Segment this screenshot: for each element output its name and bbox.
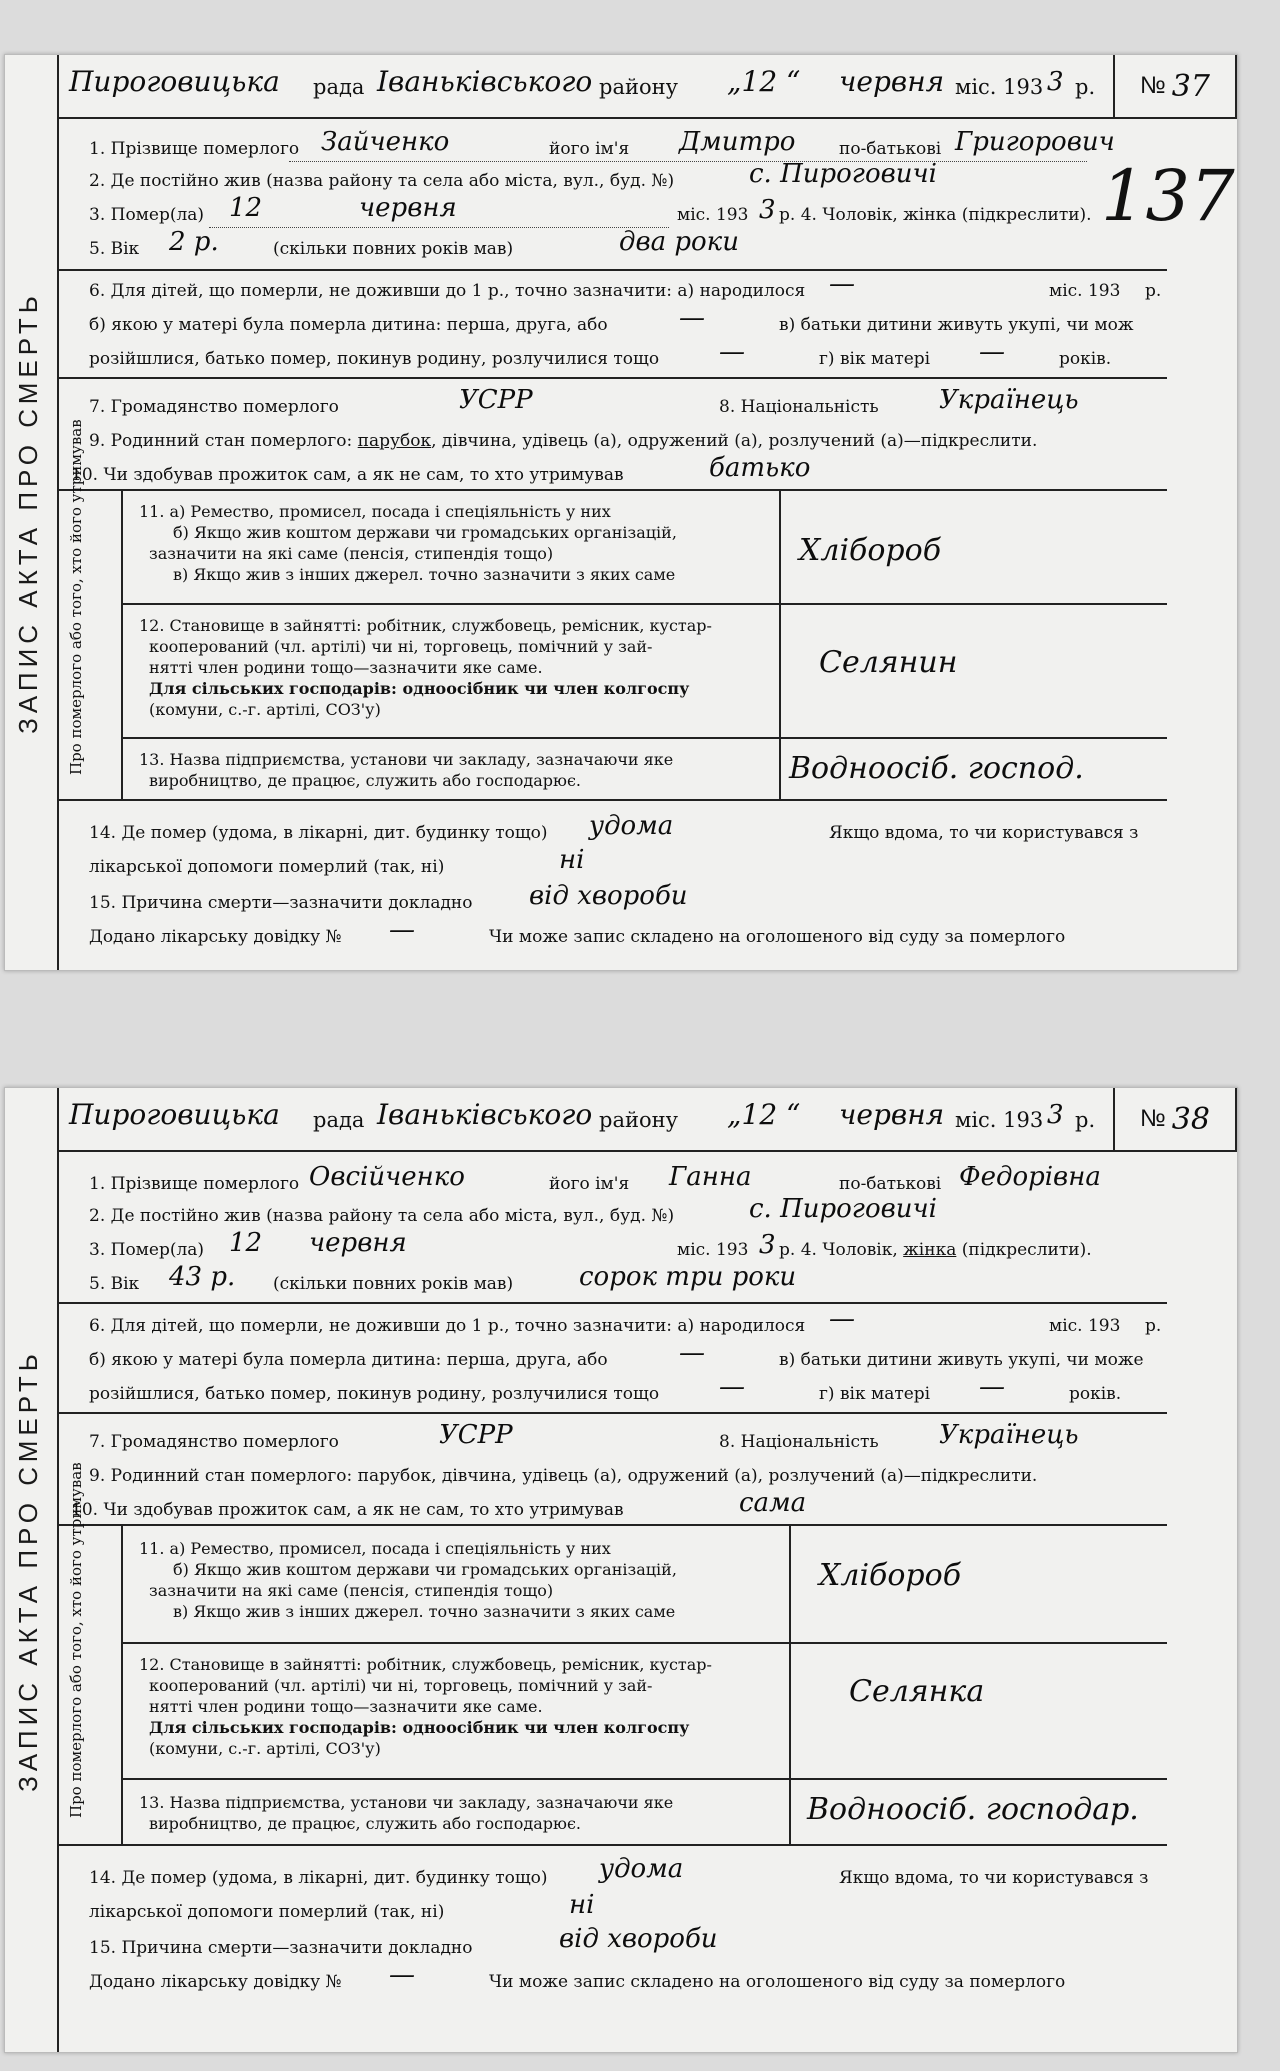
l16b-label: Чи може запис складено на оголошеного від суду за померлого bbox=[489, 1972, 1066, 1992]
record-number-box bbox=[1113, 1088, 1237, 1152]
l13-block bbox=[139, 749, 673, 791]
l3-sex-prefix: р. 4. Чоловік, bbox=[779, 1240, 898, 1260]
l12c: нятті член родини тощо—зазначити яке саме. bbox=[149, 1697, 543, 1716]
l6-parents-label: в) батьки дитини живуть укупі, чи може bbox=[779, 1350, 1144, 1370]
l3-sex-underlined: жінка bbox=[903, 1240, 957, 1260]
l16b-label: Чи може запис складено на оголошеного від суду за померлого bbox=[489, 927, 1066, 947]
age-hw: 43 р. bbox=[169, 1262, 236, 1292]
mis-label: міс. 193 bbox=[955, 1108, 1044, 1132]
l2-label: 2. Де постійно жив (назва району та села або міста, вул., буд. №) bbox=[89, 1206, 675, 1226]
l1-name-label: його ім'я bbox=[549, 1174, 630, 1194]
l7-label: 7. Громадянство померлого bbox=[89, 1432, 339, 1452]
year-hw: 3 bbox=[1047, 1100, 1064, 1130]
order-hw: — bbox=[679, 303, 705, 333]
l11b: б) Якщо жив коштом держави чи громадських організацій, bbox=[173, 1560, 677, 1579]
l12b: кооперований (чл. артілі) чи ні, торговець, помічний у зай- bbox=[149, 1676, 653, 1695]
form-body bbox=[57, 1088, 1210, 2052]
l12a: 12. Становище в зайнятті: робітник, службовець, ремісник, кустар- bbox=[139, 616, 712, 635]
l6-order-label: б) якою у матері була померла дитина: перша, друга, або bbox=[89, 315, 608, 335]
day-hw: „12 “ bbox=[727, 1098, 801, 1131]
death-record-sheet-1 bbox=[4, 54, 1238, 971]
l3-sex: р. 4. Чоловік, жінка (підкреслити). bbox=[779, 205, 1092, 225]
l5-label: 5. Вік bbox=[89, 1274, 140, 1294]
mother-age-hw: — bbox=[979, 1372, 1005, 1402]
born-hw: — bbox=[829, 269, 855, 299]
enterprise-hw: Водноосіб. господар. bbox=[807, 1792, 1139, 1827]
side-box-label: Про померлого або того, хто його утримував bbox=[67, 1462, 85, 1818]
l6-order-label: б) якою у матері була померла дитина: перша, друга, або bbox=[89, 1350, 608, 1370]
header-row bbox=[59, 1088, 1210, 1152]
l7-label: 7. Громадянство померлого bbox=[89, 397, 339, 417]
l3-label: 3. Помер(ла) bbox=[89, 1240, 205, 1260]
residence-hw: с. Пироговичі bbox=[749, 1194, 937, 1224]
l9-underlined: парубок bbox=[357, 431, 432, 451]
l13b: виробництво, де працює, служить або господарює. bbox=[149, 1814, 582, 1833]
l6-mother-age-label: г) вік матері bbox=[819, 349, 931, 369]
l16-label: Додано лікарську довідку № bbox=[89, 927, 342, 947]
l6-years: років. bbox=[1059, 349, 1112, 369]
residence-hw: с. Пироговичі bbox=[749, 159, 937, 189]
l11-block bbox=[139, 1538, 677, 1622]
l14c-label: лікарської допомоги померлий (так, ні) bbox=[89, 857, 445, 877]
medical-help-hw: ні bbox=[559, 845, 585, 875]
certificate-hw: — bbox=[389, 1960, 415, 1990]
name-hw: Дмитро bbox=[679, 127, 796, 157]
age-hw: 2 р. bbox=[169, 227, 219, 257]
l6-label: 6. Для дітей, що померли, не доживши до 1 р., точно зазначити: а) народилося bbox=[89, 1316, 806, 1336]
occupation-hw: Хлібороб bbox=[799, 533, 942, 568]
death-record-sheet-2 bbox=[4, 1087, 1238, 2053]
age-words-hw: сорок три роки bbox=[579, 1262, 797, 1292]
born-hw: — bbox=[829, 1304, 855, 1334]
l14-home-label: Якщо вдома, то чи користувався з bbox=[839, 1868, 1149, 1888]
l13-block bbox=[139, 1792, 673, 1834]
l5-sub: (скільки повних років мав) bbox=[273, 1274, 514, 1294]
name-hw: Ганна bbox=[669, 1162, 752, 1192]
l12d: Для сільських господарів: одноосібник чи член колгоспу bbox=[149, 679, 690, 698]
parents-hw: — bbox=[719, 1372, 745, 1402]
certificate-hw: — bbox=[389, 915, 415, 945]
side-title bbox=[5, 1088, 51, 2052]
supported-by-hw: батько bbox=[709, 453, 811, 483]
l8-label: 8. Національність bbox=[719, 1432, 879, 1452]
died-day-hw: 12 bbox=[229, 1228, 263, 1258]
l6-divorce-label: розійшлися, батько помер, покинув родину, розлучилися тощо bbox=[89, 349, 660, 369]
council-hw: Пироговицька bbox=[69, 1098, 280, 1131]
l12-block bbox=[139, 615, 712, 720]
l1-label: 1. Прізвище померлого bbox=[89, 1174, 300, 1194]
l11a: 11. а) Ремество, промисел, посада і спеціяльність у них bbox=[139, 502, 611, 521]
l11a: 11. а) Ремество, промисел, посада і спеціяльність у них bbox=[139, 1539, 611, 1558]
died-month-hw: червня bbox=[359, 193, 457, 223]
died-year-hw: 3 bbox=[759, 195, 776, 225]
r-label: р. bbox=[1075, 1108, 1096, 1132]
margin-note: 137 bbox=[1101, 155, 1235, 237]
l9-prefix: 9. Родинний стан померлого: bbox=[89, 431, 353, 451]
l11c: зазначити на які саме (пенсія, стипендія тощо) bbox=[149, 544, 554, 563]
died-day-hw: 12 bbox=[229, 193, 263, 223]
l10-label: 10. Чи здобував прожиток сам, а як не сам, то хто утримував bbox=[71, 1500, 624, 1520]
l6-r: р. bbox=[1145, 281, 1162, 301]
l1-label: 1. Прізвище померлого bbox=[89, 139, 300, 159]
l12-block bbox=[139, 1654, 712, 1759]
record-number-box bbox=[1113, 55, 1237, 119]
citizenship-hw: УСРР bbox=[439, 1420, 513, 1450]
day-hw: „12 “ bbox=[727, 65, 801, 98]
l6-mis: міс. 193 bbox=[1049, 281, 1121, 301]
nationality-hw: Українець bbox=[939, 1420, 1079, 1450]
l13a: 13. Назва підприємства, установи чи закладу, зазначаючи яке bbox=[139, 1793, 674, 1812]
l13b: виробництво, де працює, служить або господарює. bbox=[149, 771, 582, 790]
l14c-label: лікарської допомоги померлий (так, ні) bbox=[89, 1902, 445, 1922]
l6-divorce-label: розійшлися, батько помер, покинув родину, розлучилися тощо bbox=[89, 1384, 660, 1404]
number-label: № bbox=[1140, 72, 1166, 99]
month-hw: червня bbox=[839, 1098, 945, 1131]
l6-years: років. bbox=[1069, 1384, 1122, 1404]
form-body bbox=[57, 55, 1235, 970]
died-year-hw: 3 bbox=[759, 1230, 776, 1260]
l3-sex bbox=[779, 1240, 1092, 1260]
surname-hw: Зайченко bbox=[321, 127, 450, 157]
l9-label: 9. Родинний стан померлого: парубок, дівчина, удівець (а), одружений (а), розлучений (а)—підкреслити. bbox=[89, 1466, 1038, 1486]
side-title bbox=[5, 55, 51, 970]
rada-label: рада bbox=[313, 1108, 365, 1132]
order-hw: — bbox=[679, 1338, 705, 1368]
rada-label: рада bbox=[313, 75, 365, 99]
patronymic-hw: Григорович bbox=[955, 127, 1115, 157]
l16-label: Додано лікарську довідку № bbox=[89, 1972, 342, 1992]
mother-age-hw: — bbox=[979, 337, 1005, 367]
l14-label: 14. Де помер (удома, в лікарні, дит. будинку тощо) bbox=[89, 1868, 548, 1888]
l15-label: 15. Причина смерти—зазначити докладно bbox=[89, 1938, 473, 1958]
medical-help-hw: ні bbox=[569, 1890, 595, 1920]
status-hw: Селянин bbox=[819, 645, 958, 680]
l11d: в) Якщо жив з інших джерел. точно зазначити з яких саме bbox=[173, 565, 676, 584]
age-words-hw: два роки bbox=[619, 227, 739, 257]
l6-label: 6. Для дітей, що померли, не доживши до 1 р., точно зазначити: а) народилося bbox=[89, 281, 806, 301]
side-box-label: Про померлого або того, хто його утримував bbox=[67, 419, 85, 775]
patronymic-hw: Федорівна bbox=[959, 1162, 1101, 1192]
l8-label: 8. Національність bbox=[719, 397, 879, 417]
l1-name-label: його ім'я bbox=[549, 139, 630, 159]
surname-hw: Овсійченко bbox=[309, 1162, 465, 1192]
cause-hw: від хвороби bbox=[529, 881, 688, 911]
l9-label bbox=[89, 431, 1037, 451]
l6-r: р. bbox=[1145, 1316, 1162, 1336]
mis-label: міс. 193 bbox=[955, 75, 1044, 99]
side-title-text: ЗАПИС АКТА ПРО СМЕРТЬ bbox=[12, 291, 43, 734]
l3-sex-suffix: (підкреслити). bbox=[961, 1240, 1092, 1260]
l1-patronymic-label: по-батькові bbox=[839, 1174, 942, 1194]
raion-label: району bbox=[599, 75, 678, 99]
l12b: кооперований (чл. артілі) чи ні, торговець, помічний у зай- bbox=[149, 637, 653, 656]
status-hw: Селянка bbox=[849, 1674, 985, 1709]
where-died-hw: удома bbox=[589, 811, 674, 841]
supported-by-hw: сама bbox=[739, 1488, 807, 1518]
l1-patronymic-label: по-батькові bbox=[839, 139, 942, 159]
occupation-hw: Хлібороб bbox=[819, 1558, 962, 1593]
l13a: 13. Назва підприємства, установи чи закладу, зазначаючи яке bbox=[139, 750, 674, 769]
l9-suffix: , дівчина, удівець (а), одружений (а), розлучений (а)—підкреслити. bbox=[431, 431, 1038, 451]
citizenship-hw: УСРР bbox=[459, 385, 533, 415]
cause-hw: від хвороби bbox=[559, 1924, 718, 1954]
l15-label: 15. Причина смерти—зазначити докладно bbox=[89, 893, 473, 913]
r-label: р. bbox=[1075, 75, 1096, 99]
number-hw: 37 bbox=[1171, 68, 1210, 104]
l2-label: 2. Де постійно жив (назва району та села або міста, вул., буд. №) bbox=[89, 171, 675, 191]
number-hw: 38 bbox=[1171, 1101, 1210, 1137]
year-hw: 3 bbox=[1047, 67, 1064, 97]
where-died-hw: удома bbox=[599, 1854, 684, 1884]
l12d: Для сільських господарів: одноосібник чи член колгоспу bbox=[149, 1718, 690, 1737]
district-hw: Іваньківського bbox=[377, 1098, 593, 1131]
raion-label: району bbox=[599, 1108, 678, 1132]
l3-mis: міс. 193 bbox=[677, 205, 749, 225]
l11c: зазначити на які саме (пенсія, стипендія тощо) bbox=[149, 1581, 554, 1600]
l3-label: 3. Помер(ла) bbox=[89, 205, 205, 225]
l6-parents-label: в) батьки дитини живуть укупі, чи мож bbox=[779, 315, 1134, 335]
month-hw: червня bbox=[839, 65, 945, 98]
l12e: (комуни, с.-г. артілі, СОЗ'у) bbox=[149, 700, 381, 719]
council-hw: Пироговицька bbox=[69, 65, 280, 98]
header-row bbox=[59, 55, 1210, 119]
l14-label: 14. Де помер (удома, в лікарні, дит. будинку тощо) bbox=[89, 823, 548, 843]
l11b: б) Якщо жив коштом держави чи громадських організацій, bbox=[173, 523, 677, 542]
nationality-hw: Українець bbox=[939, 385, 1079, 415]
l5-sub: (скільки повних років мав) bbox=[273, 239, 514, 259]
l14-home-label: Якщо вдома, то чи користувався з bbox=[829, 823, 1139, 843]
l10-label: 10. Чи здобував прожиток сам, а як не сам, то хто утримував bbox=[71, 465, 624, 485]
died-month-hw: червня bbox=[309, 1228, 407, 1258]
l11-block bbox=[139, 501, 677, 585]
l12e: (комуни, с.-г. артілі, СОЗ'у) bbox=[149, 1739, 381, 1758]
l5-label: 5. Вік bbox=[89, 239, 140, 259]
l6-mother-age-label: г) вік матері bbox=[819, 1384, 931, 1404]
number-label: № bbox=[1140, 1105, 1166, 1132]
l12a: 12. Становище в зайнятті: робітник, службовець, ремісник, кустар- bbox=[139, 1655, 712, 1674]
l3-mis: міс. 193 bbox=[677, 1240, 749, 1260]
enterprise-hw: Водноосіб. господ. bbox=[789, 751, 1084, 786]
side-title-text: ЗАПИС АКТА ПРО СМЕРТЬ bbox=[12, 1348, 43, 1792]
district-hw: Іваньківського bbox=[377, 65, 593, 98]
parents-hw: — bbox=[719, 337, 745, 367]
l11d: в) Якщо жив з інших джерел. точно зазначити з яких саме bbox=[173, 1602, 676, 1621]
l12c: нятті член родини тощо—зазначити яке саме. bbox=[149, 658, 543, 677]
l6-mis: міс. 193 bbox=[1049, 1316, 1121, 1336]
